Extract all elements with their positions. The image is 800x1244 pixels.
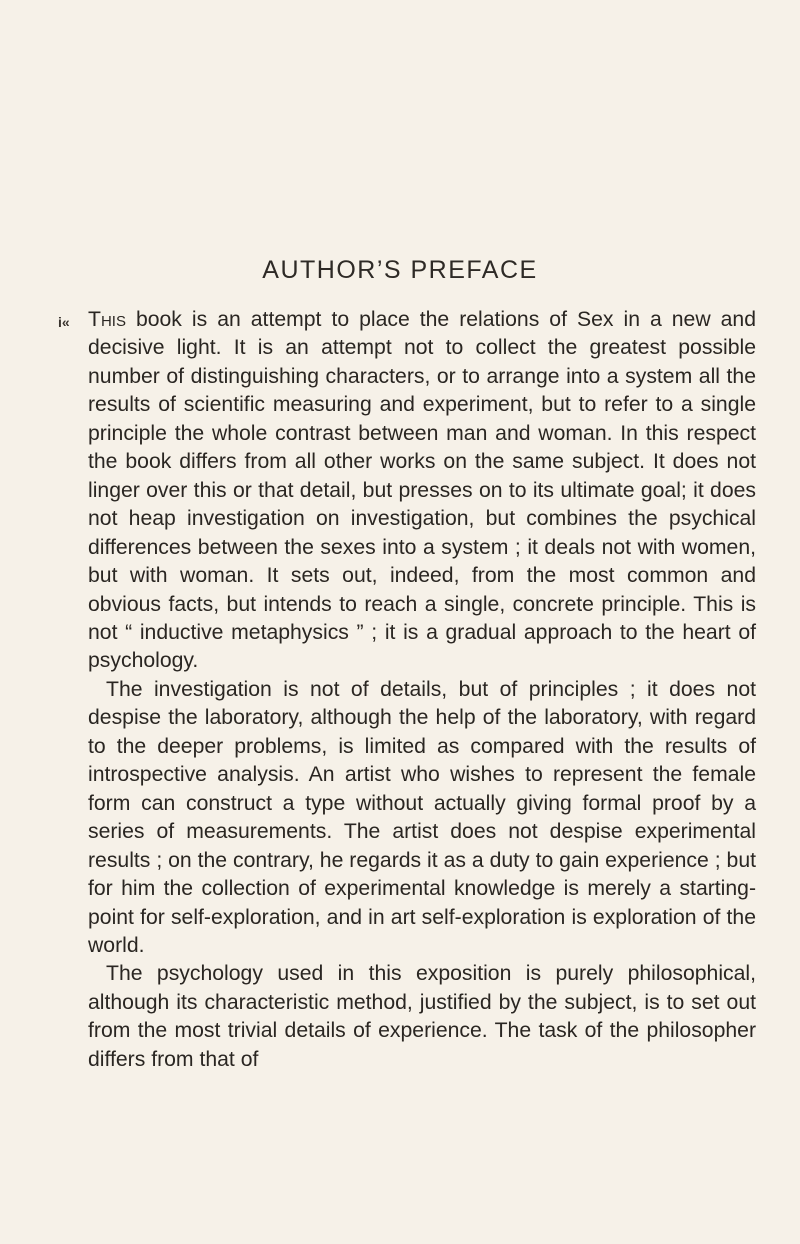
page-title: AUTHOR’S PREFACE: [262, 256, 538, 284]
paragraph-2-text: The investigation is not of details, but of principles ; it does not despise the laboratory, although the help of the laboratory, with regard to the deeper problems, is limited as compared with the results of introspective analysis. An artist who wishes to represent the female form can construct a type without actually giving formal proof by a series of measurements. The artist does not despise experimental results ; on the contrary, he regards it as a duty to gain experience ; but for him the collection of experimental knowledge is merely a starting-point for self-exploration, and in art self-exploration is exploration of the world.: [88, 677, 756, 957]
paragraph-1-text: book is an attempt to place the relations of Sex in a new and decisive light. It is an attempt not to collect the greatest possible number of distinguishing characters, or to arrange into a system all the results of scientific measuring and experiment, but to refer to a single principle the whole contrast between man and woman. In this respect the book differs from all other works on the same subject. It does not linger over this or that detail, but presses on to its ultimate goal; it does not heap investigation on investigation, but combines the psychical differences between the sexes into a system ; it deals not with women, but with woman. It sets out, indeed, from the most common and obvious facts, but intends to reach a single, concrete principle. This is not “ inductive metaphysics ” ; it is a gradual approach to the heart of psychology.: [88, 308, 756, 673]
paragraph-1-lead: This: [88, 308, 126, 331]
paragraph-2: [88, 676, 756, 961]
body-text: [88, 306, 756, 1074]
paragraph-3: [88, 960, 756, 1074]
margin-mark: i«: [58, 314, 70, 330]
paragraph-3-text: The psychology used in this exposition is purely philosophical, although its characteristic method, justified by the subject, is to set out from the most trivial details of experience. The task of the philosopher differs from that of: [88, 962, 756, 1071]
paragraph-1: [88, 306, 756, 676]
